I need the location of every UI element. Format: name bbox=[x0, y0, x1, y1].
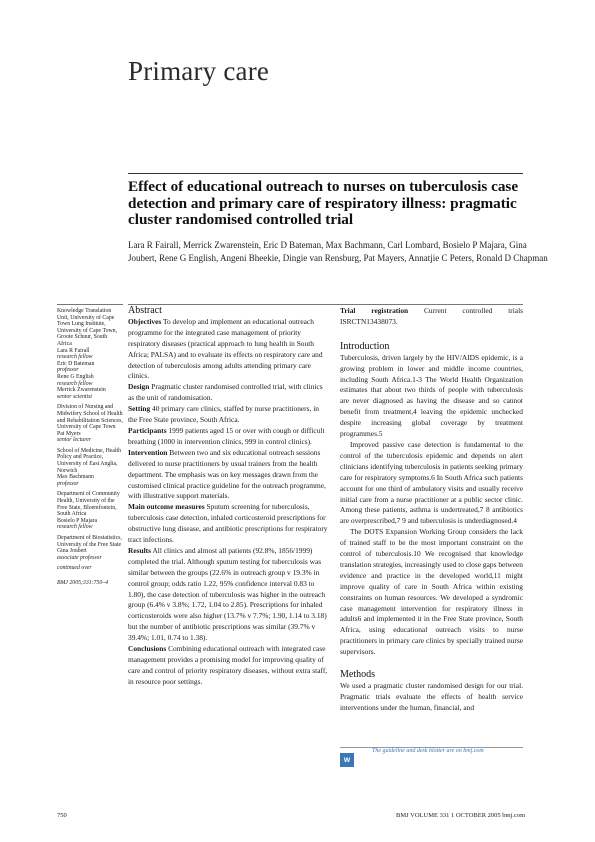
abstract-label: Results bbox=[128, 545, 151, 555]
title-rule bbox=[128, 173, 523, 174]
affiliation-sidebar bbox=[57, 308, 123, 587]
page-number: 750 bbox=[57, 812, 67, 819]
author-role: associate professor bbox=[57, 554, 102, 561]
author-role: senior lecturer bbox=[57, 437, 92, 444]
author-name: Max Bachmann bbox=[57, 474, 94, 481]
author-name: Lara R Fairall bbox=[57, 347, 90, 354]
author-role: professor bbox=[57, 367, 79, 374]
web-extra-text: The guideline and desk blotter are on bmj.com bbox=[372, 748, 484, 754]
intro-paragraph-2: Improved passive case detection is fundamental to the control of the tuberculosis epidemic and depends on alert clinicians identifying tuberculosis in patients seeking primary care for respiratory symptoms.6 In South Africa such patients account for one third of ambulatory visits and usually receive initial care from a nurse practitioner at a public sector clinic. Among these patients, asthma is undertreated,7 8 antibiotics are overprescribed,7 9 and tuberculosis is underdiagnosed.4 bbox=[340, 439, 523, 526]
abstract-label: Intervention bbox=[128, 447, 168, 457]
affiliation: Division of Nursing and Midwifery School of Health and Rehabilitation Sciences, University of Cape Town bbox=[57, 404, 123, 431]
author-role: research fellow bbox=[57, 524, 93, 531]
abstract-label: Setting bbox=[128, 404, 151, 414]
affiliation: Knowledge Translation Unit, University of Cape Town Lung Institute, University of Cape Town, Groote Schuur, South Africa bbox=[57, 308, 118, 347]
affiliation: Department of Community Health, University of the Free State, Bloemfontein, South Africa bbox=[57, 491, 120, 518]
author-name: Gina Joubert bbox=[57, 548, 87, 555]
abstract-label: Objectives bbox=[128, 316, 162, 326]
abstract-participants: Participants 1999 patients aged 15 or over with cough or difficult breathing (1000 in intervention clinics, 999 in control clinics). bbox=[128, 425, 325, 446]
author-name: Eric D Bateman bbox=[57, 360, 95, 367]
author-name: Merrick Zwarenstein bbox=[57, 387, 106, 394]
methods-paragraph-1: We used a pragmatic cluster randomised design for our trial. Pragmatic trials evaluate the effects of health service interventions under the human, financial, and bbox=[340, 681, 523, 712]
author-name: Rene G English bbox=[57, 373, 94, 380]
methods-heading: Methods bbox=[340, 669, 375, 681]
sidebar-rule bbox=[57, 304, 123, 305]
body-column bbox=[340, 306, 523, 714]
abstract-results: Results All clinics and almost all patients (92.8%, 1856/1999) completed the trial. Although sputum testing for tuberculosis was similar between the groups (22.6% in outreach group v 19.3% in control group; odds ratio 1.22, 95% confidence interval 0.83 to 1.80), the case detection of tuberculosis was higher in the outreach group (6.4% v 3.8%; 1.72, 1.04 to 2.85). Prescriptions for inhaled corticosteroids were also higher (13.7% v 7.7%; 1.90, 1.14 to 3.18) but the number of antibiotic prescriptions was similar (39.7% v 39.4%; 1.01, 0.74 to 1.38). bbox=[128, 545, 327, 643]
author-role: senior scientist bbox=[57, 393, 92, 400]
abstract-design: Design Pragmatic cluster randomised controlled trial, with clinics as the unit of randomisation. bbox=[128, 382, 323, 403]
section-title: Primary care bbox=[128, 56, 270, 86]
trial-registration: Trial registration Current controlled trials ISRCTN13438073. bbox=[340, 306, 523, 326]
abstract-objectives: Objectives To develop and implement an educational outreach programme for the integrated case management of priority respiratory diseases (practical approach to lung health in South Africa; PALSA) and to evaluate its effects on respiratory care and detection of tuberculosis among adults attending primary care clinics. bbox=[128, 316, 323, 381]
article-title: Effect of educational outreach to nurses on tuberculosis case detection and primary care of respiratory illness: pragmatic cluster randomised controlled trial bbox=[128, 178, 519, 229]
author-role: research fellow bbox=[57, 380, 93, 387]
author-list: Lara R Fairall, Merrick Zwarenstein, Eric D Bateman, Max Bachmann, Carl Lombard, Bosielo P Majara, Gina Joubert, Rene G English, Angeni Bheekie, Dingie van Rensburg, Pat Mayers, Annatjie C Peters, Ronald D Chapman bbox=[128, 240, 548, 263]
author-role: research fellow bbox=[57, 354, 93, 361]
intro-paragraph-3: The DOTS Expansion Working Group considers the lack of trained staff to be the most important constraint on the control of tuberculosis.10 We recognised that knowledge translation strategies, increasingly used to close gaps between evidence and practice in the developed world,11 might improve quality of care in South Africa within existing constraints on human resources. We developed a syndromic case management intervention for respiratory illness in adults6 and implemented it in the Free State province, South Africa, using educational outreach visits to nurse practitioners in primary care clinics by specially trained nurse supervisors. bbox=[340, 527, 523, 657]
abstract-column bbox=[128, 306, 328, 688]
abstract-label: Conclusions bbox=[128, 644, 167, 654]
affiliation: School of Medicine, Health Policy and Practice, University of East Anglia, Norwich bbox=[57, 447, 122, 474]
abstract-heading: Abstract bbox=[128, 305, 162, 316]
abstract-measures: Main outcome measures Sputum screening for tuberculosis, tuberculosis case detection, inhaled corticosteroid prescriptions for obstructive lung disease, and antibiotic prescriptions for respiratory tract infections. bbox=[128, 502, 328, 545]
abstract-label: Design bbox=[128, 382, 150, 392]
abstract-intervention: Intervention Between two and six educational outreach sessions delivered to nurse practitioners by usual trainers from the health department. The emphasis was on key messages drawn from the customised clinical practice guideline for the outreach programme, with illustrative support materials. bbox=[128, 447, 326, 501]
author-role: professor bbox=[57, 480, 79, 487]
abstract-label: Main outcome measures bbox=[128, 502, 205, 512]
continued-note: continued over bbox=[57, 565, 92, 572]
journal-footer: BMJ VOLUME 331 1 OCTOBER 2005 bmj.com bbox=[396, 812, 526, 819]
abstract-conclusions: Conclusions Combining educational outreach with integrated case management provides a promising model for improving quality of care and control of priority respiratory diseases, without extra staff, in resource poor settings. bbox=[128, 644, 328, 686]
abstract-setting: Setting 40 primary care clinics, staffed by nurse practitioners, in the Free State province, South Africa. bbox=[128, 404, 319, 425]
abstract-label: Participants bbox=[128, 425, 167, 435]
author-name: Bosielo P Majara bbox=[57, 517, 98, 524]
author-name: Pat Myers bbox=[57, 430, 81, 437]
affiliation: Department of Biostatistics, University of the Free State bbox=[57, 535, 122, 548]
body-rule bbox=[128, 304, 523, 305]
intro-paragraph-1: Tuberculosis, driven largely by the HIV/AIDS epidemic, is a growing problem in lower and middle income countries, including South Africa.1-3 The World Health Organization estimates that about two thirds of people with tuberculosis are never diagnosed as having the disease and so cannot benefit from treatment,4 leaving the epidemic unchecked despite increasing global coverage by treatment programmes.5 bbox=[340, 352, 523, 439]
trial-registration-label: Trial registration bbox=[340, 306, 409, 315]
citation-ref: BMJ 2005;331:750–4 bbox=[57, 579, 109, 586]
introduction-heading: Introduction bbox=[340, 340, 390, 352]
web-extra-icon: w bbox=[340, 753, 354, 767]
